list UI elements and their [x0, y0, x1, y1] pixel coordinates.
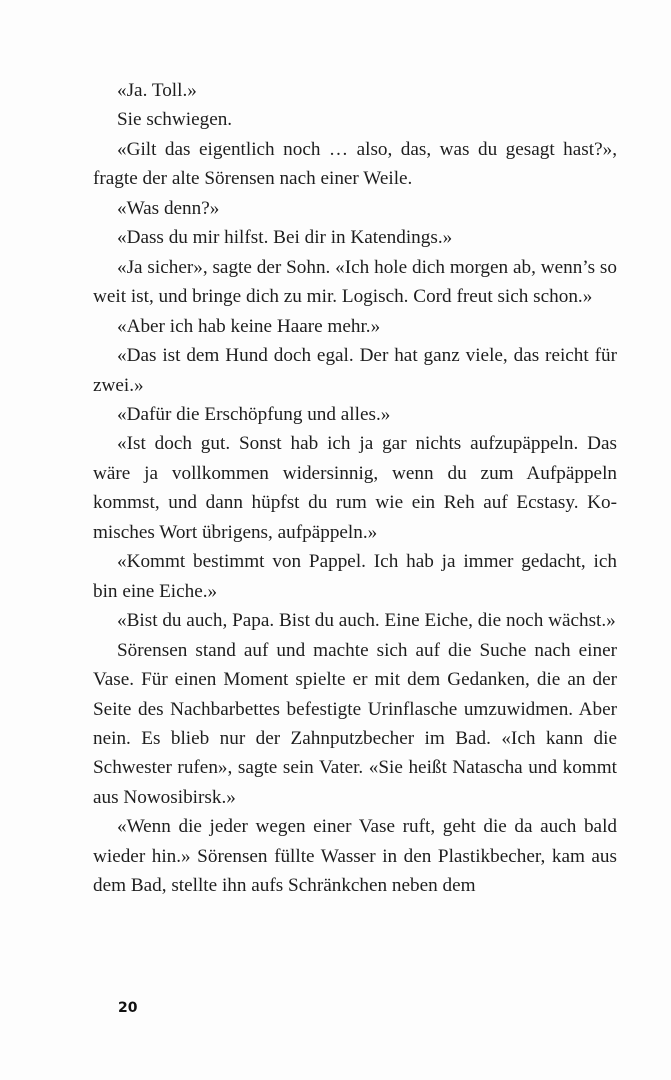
body-text: [93, 76, 617, 901]
paragraph: «Ist doch gut. Sonst hab ich ja gar nichts aufzupäppeln. Das wäre ja vollkommen widersinnig, wenn du zum Aufpäppeln kommst, und dann hüpfst du rum wie ein Reh auf Ecstasy. Komisches Wort übrigens, aufpäppeln.»: [93, 433, 617, 543]
paragraph: «Das ist dem Hund doch egal. Der hat ganz viele, das reicht für zwei.»: [93, 345, 617, 396]
paragraph: «Aber ich hab keine Haare mehr.»: [117, 315, 381, 337]
paragraph: «Bist du auch, Papa. Bist du auch. Eine Eiche, die noch wächst.»: [117, 610, 616, 632]
paragraph: «Ja. Toll.»: [117, 80, 197, 101]
paragraph: «Dass du mir hilfst. Bei dir in Katendings.»: [117, 227, 453, 249]
paragraph: Sörensen stand auf und machte sich auf die Suche nach einer Vase. Für einen Moment spielte er mit dem Gedanken, die an der Seite des Nachbarbettes befestigte Urinflasche umzuwidmen. Aber nein. Es blieb nur der Zahnputzbecher im Bad. «Ich kann die Schwester rufen», sagte sein Vater. «Sie heißt Natascha und kommt aus Nowosibirsk.»: [93, 639, 617, 808]
paragraph: «Wenn die jeder wegen einer Vase ruft, geht die da auch bald wieder hin.» Sörensen füllte Wasser in den Plastikbecher, kam aus dem Bad, stellte ihn aufs Schränkchen neben dem: [93, 816, 617, 897]
paragraph: «Ja sicher», sagte der Sohn. «Ich hole dich morgen ab, wenn’s so weit ist, und bringe dich zu mir. Logisch. Cord freut sich schon.»: [93, 256, 617, 308]
paragraph: «Gilt das eigentlich noch … also, das, was du gesagt hast?», fragte der alte Sörensen nach einer Weile.: [93, 138, 617, 190]
paragraph: Sie schwiegen.: [117, 109, 233, 131]
paragraph: «Was denn?»: [117, 197, 220, 219]
paragraph: «Kommt bestimmt von Pappel. Ich hab ja immer gedacht, ich bin eine Eiche.»: [93, 551, 617, 602]
page-number: 20: [118, 1000, 138, 1016]
paragraph: «Dafür die Erschöpfung und alles.»: [117, 403, 391, 425]
